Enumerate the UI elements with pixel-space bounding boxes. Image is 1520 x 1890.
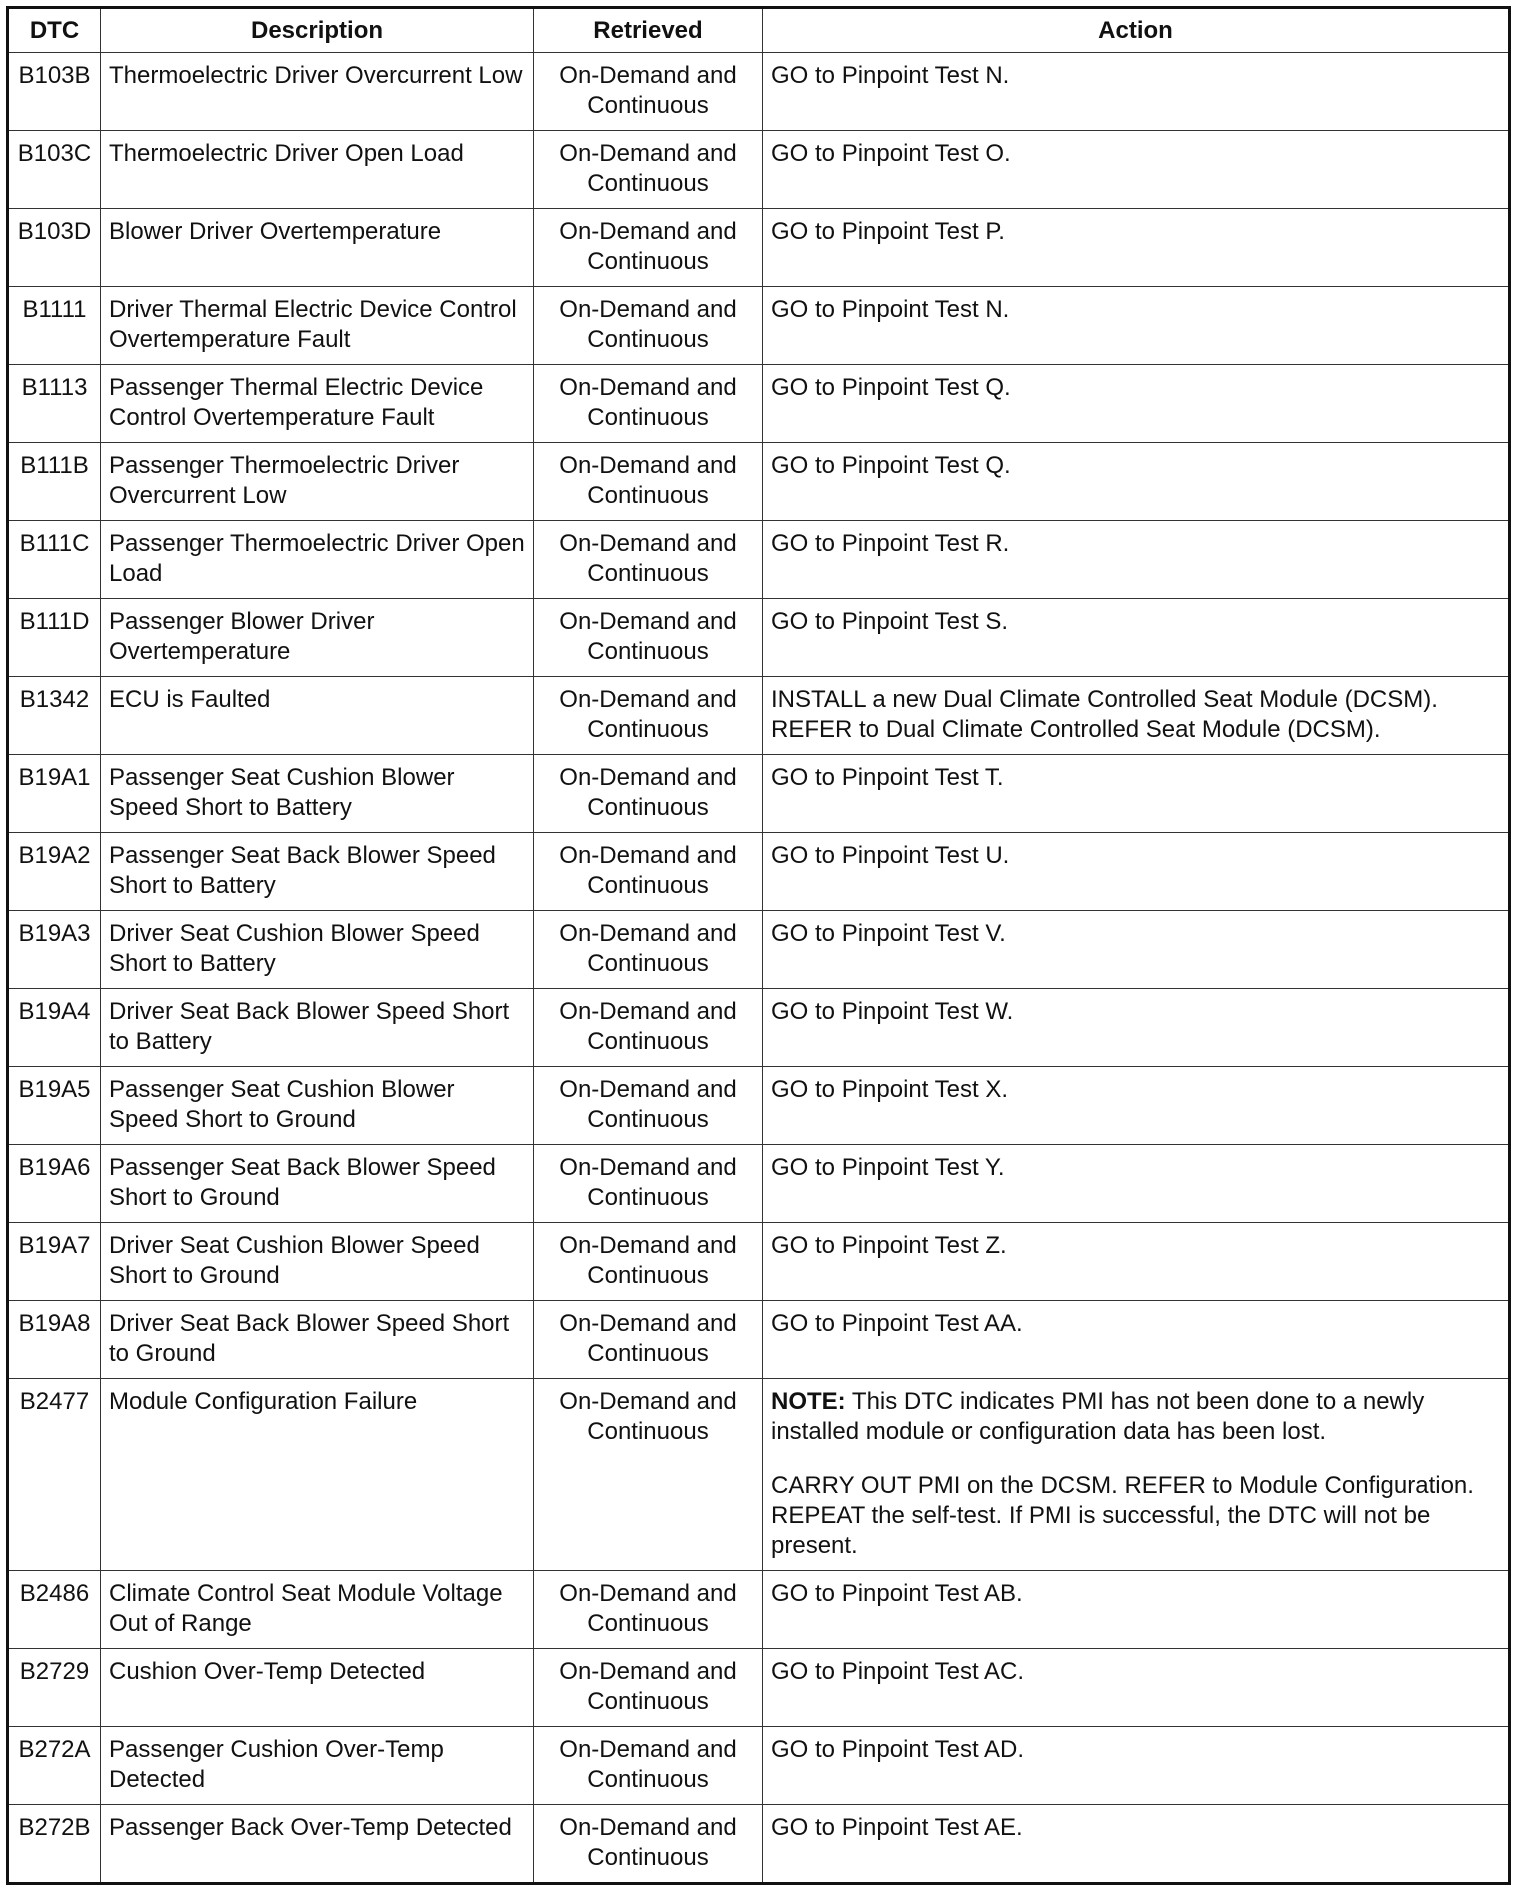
dtc-description: ECU is Faulted xyxy=(101,677,534,755)
table-row xyxy=(8,287,1510,365)
table-row xyxy=(8,1301,1510,1379)
table-row xyxy=(8,131,1510,209)
dtc-retrieved: On-Demand and Continuous xyxy=(534,1223,763,1301)
dtc-code: B103C xyxy=(8,131,101,209)
dtc-description: Passenger Cushion Over-Temp Detected xyxy=(101,1727,534,1805)
dtc-action: GO to Pinpoint Test N. xyxy=(763,287,1510,365)
dtc-retrieved: On-Demand and Continuous xyxy=(534,1649,763,1727)
table-row xyxy=(8,599,1510,677)
dtc-description: Passenger Seat Back Blower Speed Short to Battery xyxy=(101,833,534,911)
table-row xyxy=(8,1727,1510,1805)
table-row xyxy=(8,677,1510,755)
header-action: Action xyxy=(763,8,1510,53)
dtc-retrieved: On-Demand and Continuous xyxy=(534,1727,763,1805)
dtc-action: GO to Pinpoint Test X. xyxy=(763,1067,1510,1145)
dtc-code: B19A8 xyxy=(8,1301,101,1379)
dtc-action: INSTALL a new Dual Climate Controlled Seat Module (DCSM). REFER to Dual Climate Controlled Seat Module (DCSM). xyxy=(763,677,1510,755)
dtc-description: Module Configuration Failure xyxy=(101,1379,534,1571)
dtc-code: B103B xyxy=(8,53,101,131)
dtc-retrieved: On-Demand and Continuous xyxy=(534,443,763,521)
dtc-code: B111D xyxy=(8,599,101,677)
table-row xyxy=(8,1223,1510,1301)
header-row xyxy=(8,8,1510,53)
dtc-code: B1113 xyxy=(8,365,101,443)
dtc-table-container xyxy=(6,6,1508,1885)
dtc-description: Passenger Seat Cushion Blower Speed Short to Battery xyxy=(101,755,534,833)
table-row xyxy=(8,1571,1510,1649)
header-dtc: DTC xyxy=(8,8,101,53)
dtc-description: Thermoelectric Driver Open Load xyxy=(101,131,534,209)
action-text: CARRY OUT PMI on the DCSM. REFER to Module Configuration. REPEAT the self-test. If PMI is successful, the DTC will not be present. xyxy=(771,1472,1474,1559)
dtc-retrieved: On-Demand and Continuous xyxy=(534,131,763,209)
table-row xyxy=(8,209,1510,287)
dtc-action: GO to Pinpoint Test P. xyxy=(763,209,1510,287)
dtc-action: GO to Pinpoint Test R. xyxy=(763,521,1510,599)
dtc-description: Passenger Back Over-Temp Detected xyxy=(101,1805,534,1884)
dtc-description: Passenger Seat Back Blower Speed Short to Ground xyxy=(101,1145,534,1223)
note-text: This DTC indicates PMI has not been done to a newly installed module or configuration data has been lost. xyxy=(771,1388,1425,1445)
table-row xyxy=(8,1067,1510,1145)
dtc-code: B111B xyxy=(8,443,101,521)
dtc-retrieved: On-Demand and Continuous xyxy=(534,53,763,131)
dtc-description: Passenger Thermoelectric Driver Open Load xyxy=(101,521,534,599)
dtc-action: GO to Pinpoint Test Z. xyxy=(763,1223,1510,1301)
dtc-action: GO to Pinpoint Test U. xyxy=(763,833,1510,911)
dtc-retrieved: On-Demand and Continuous xyxy=(534,599,763,677)
dtc-retrieved: On-Demand and Continuous xyxy=(534,365,763,443)
dtc-action: GO to Pinpoint Test AD. xyxy=(763,1727,1510,1805)
dtc-action: GO to Pinpoint Test O. xyxy=(763,131,1510,209)
dtc-action: GO to Pinpoint Test AB. xyxy=(763,1571,1510,1649)
dtc-code: B1111 xyxy=(8,287,101,365)
dtc-description: Driver Seat Cushion Blower Speed Short to Battery xyxy=(101,911,534,989)
dtc-code: B19A2 xyxy=(8,833,101,911)
table-row xyxy=(8,833,1510,911)
table-row xyxy=(8,365,1510,443)
dtc-retrieved: On-Demand and Continuous xyxy=(534,833,763,911)
table-row xyxy=(8,1649,1510,1727)
dtc-description: Driver Seat Back Blower Speed Short to Battery xyxy=(101,989,534,1067)
dtc-code: B2477 xyxy=(8,1379,101,1571)
dtc-retrieved: On-Demand and Continuous xyxy=(534,989,763,1067)
table-body xyxy=(8,53,1510,1884)
dtc-description: Climate Control Seat Module Voltage Out of Range xyxy=(101,1571,534,1649)
table-row xyxy=(8,1805,1510,1884)
dtc-description: Passenger Thermal Electric Device Control Overtemperature Fault xyxy=(101,365,534,443)
dtc-retrieved: On-Demand and Continuous xyxy=(534,1067,763,1145)
dtc-retrieved: On-Demand and Continuous xyxy=(534,1379,763,1571)
dtc-code: B19A3 xyxy=(8,911,101,989)
dtc-code: B19A4 xyxy=(8,989,101,1067)
table-row xyxy=(8,911,1510,989)
dtc-action: GO to Pinpoint Test Q. xyxy=(763,443,1510,521)
dtc-description: Passenger Thermoelectric Driver Overcurrent Low xyxy=(101,443,534,521)
dtc-action: GO to Pinpoint Test S. xyxy=(763,599,1510,677)
dtc-code: B272A xyxy=(8,1727,101,1805)
dtc-description: Passenger Seat Cushion Blower Speed Short to Ground xyxy=(101,1067,534,1145)
dtc-action xyxy=(763,1379,1510,1571)
dtc-description: Passenger Blower Driver Overtemperature xyxy=(101,599,534,677)
dtc-description: Driver Seat Cushion Blower Speed Short to Ground xyxy=(101,1223,534,1301)
dtc-action: GO to Pinpoint Test AE. xyxy=(763,1805,1510,1884)
dtc-retrieved: On-Demand and Continuous xyxy=(534,1301,763,1379)
dtc-code: B19A7 xyxy=(8,1223,101,1301)
dtc-action: GO to Pinpoint Test N. xyxy=(763,53,1510,131)
note-label: NOTE: xyxy=(771,1388,846,1415)
dtc-code: B111C xyxy=(8,521,101,599)
dtc-retrieved: On-Demand and Continuous xyxy=(534,287,763,365)
dtc-code: B272B xyxy=(8,1805,101,1884)
dtc-retrieved: On-Demand and Continuous xyxy=(534,1145,763,1223)
header-description: Description xyxy=(101,8,534,53)
action-note xyxy=(771,1387,1500,1447)
dtc-action: GO to Pinpoint Test Y. xyxy=(763,1145,1510,1223)
dtc-retrieved: On-Demand and Continuous xyxy=(534,755,763,833)
table-row xyxy=(8,1145,1510,1223)
dtc-retrieved: On-Demand and Continuous xyxy=(534,521,763,599)
dtc-retrieved: On-Demand and Continuous xyxy=(534,677,763,755)
dtc-code: B2486 xyxy=(8,1571,101,1649)
dtc-action: GO to Pinpoint Test T. xyxy=(763,755,1510,833)
table-row xyxy=(8,755,1510,833)
dtc-description: Thermoelectric Driver Overcurrent Low xyxy=(101,53,534,131)
header-retrieved: Retrieved xyxy=(534,8,763,53)
dtc-code: B1342 xyxy=(8,677,101,755)
dtc-description: Blower Driver Overtemperature xyxy=(101,209,534,287)
dtc-description: Driver Seat Back Blower Speed Short to Ground xyxy=(101,1301,534,1379)
table-row xyxy=(8,443,1510,521)
table-row xyxy=(8,989,1510,1067)
dtc-retrieved: On-Demand and Continuous xyxy=(534,209,763,287)
dtc-description: Cushion Over-Temp Detected xyxy=(101,1649,534,1727)
table-row xyxy=(8,521,1510,599)
table-row xyxy=(8,53,1510,131)
dtc-action: GO to Pinpoint Test Q. xyxy=(763,365,1510,443)
dtc-code: B19A5 xyxy=(8,1067,101,1145)
dtc-action: GO to Pinpoint Test W. xyxy=(763,989,1510,1067)
dtc-action: GO to Pinpoint Test V. xyxy=(763,911,1510,989)
dtc-code: B19A1 xyxy=(8,755,101,833)
dtc-retrieved: On-Demand and Continuous xyxy=(534,1805,763,1884)
dtc-description: Driver Thermal Electric Device Control Overtemperature Fault xyxy=(101,287,534,365)
dtc-table xyxy=(6,6,1511,1885)
dtc-code: B2729 xyxy=(8,1649,101,1727)
dtc-code: B103D xyxy=(8,209,101,287)
dtc-retrieved: On-Demand and Continuous xyxy=(534,1571,763,1649)
dtc-retrieved: On-Demand and Continuous xyxy=(534,911,763,989)
dtc-code: B19A6 xyxy=(8,1145,101,1223)
dtc-action: GO to Pinpoint Test AC. xyxy=(763,1649,1510,1727)
table-row xyxy=(8,1379,1510,1571)
dtc-action: GO to Pinpoint Test AA. xyxy=(763,1301,1510,1379)
